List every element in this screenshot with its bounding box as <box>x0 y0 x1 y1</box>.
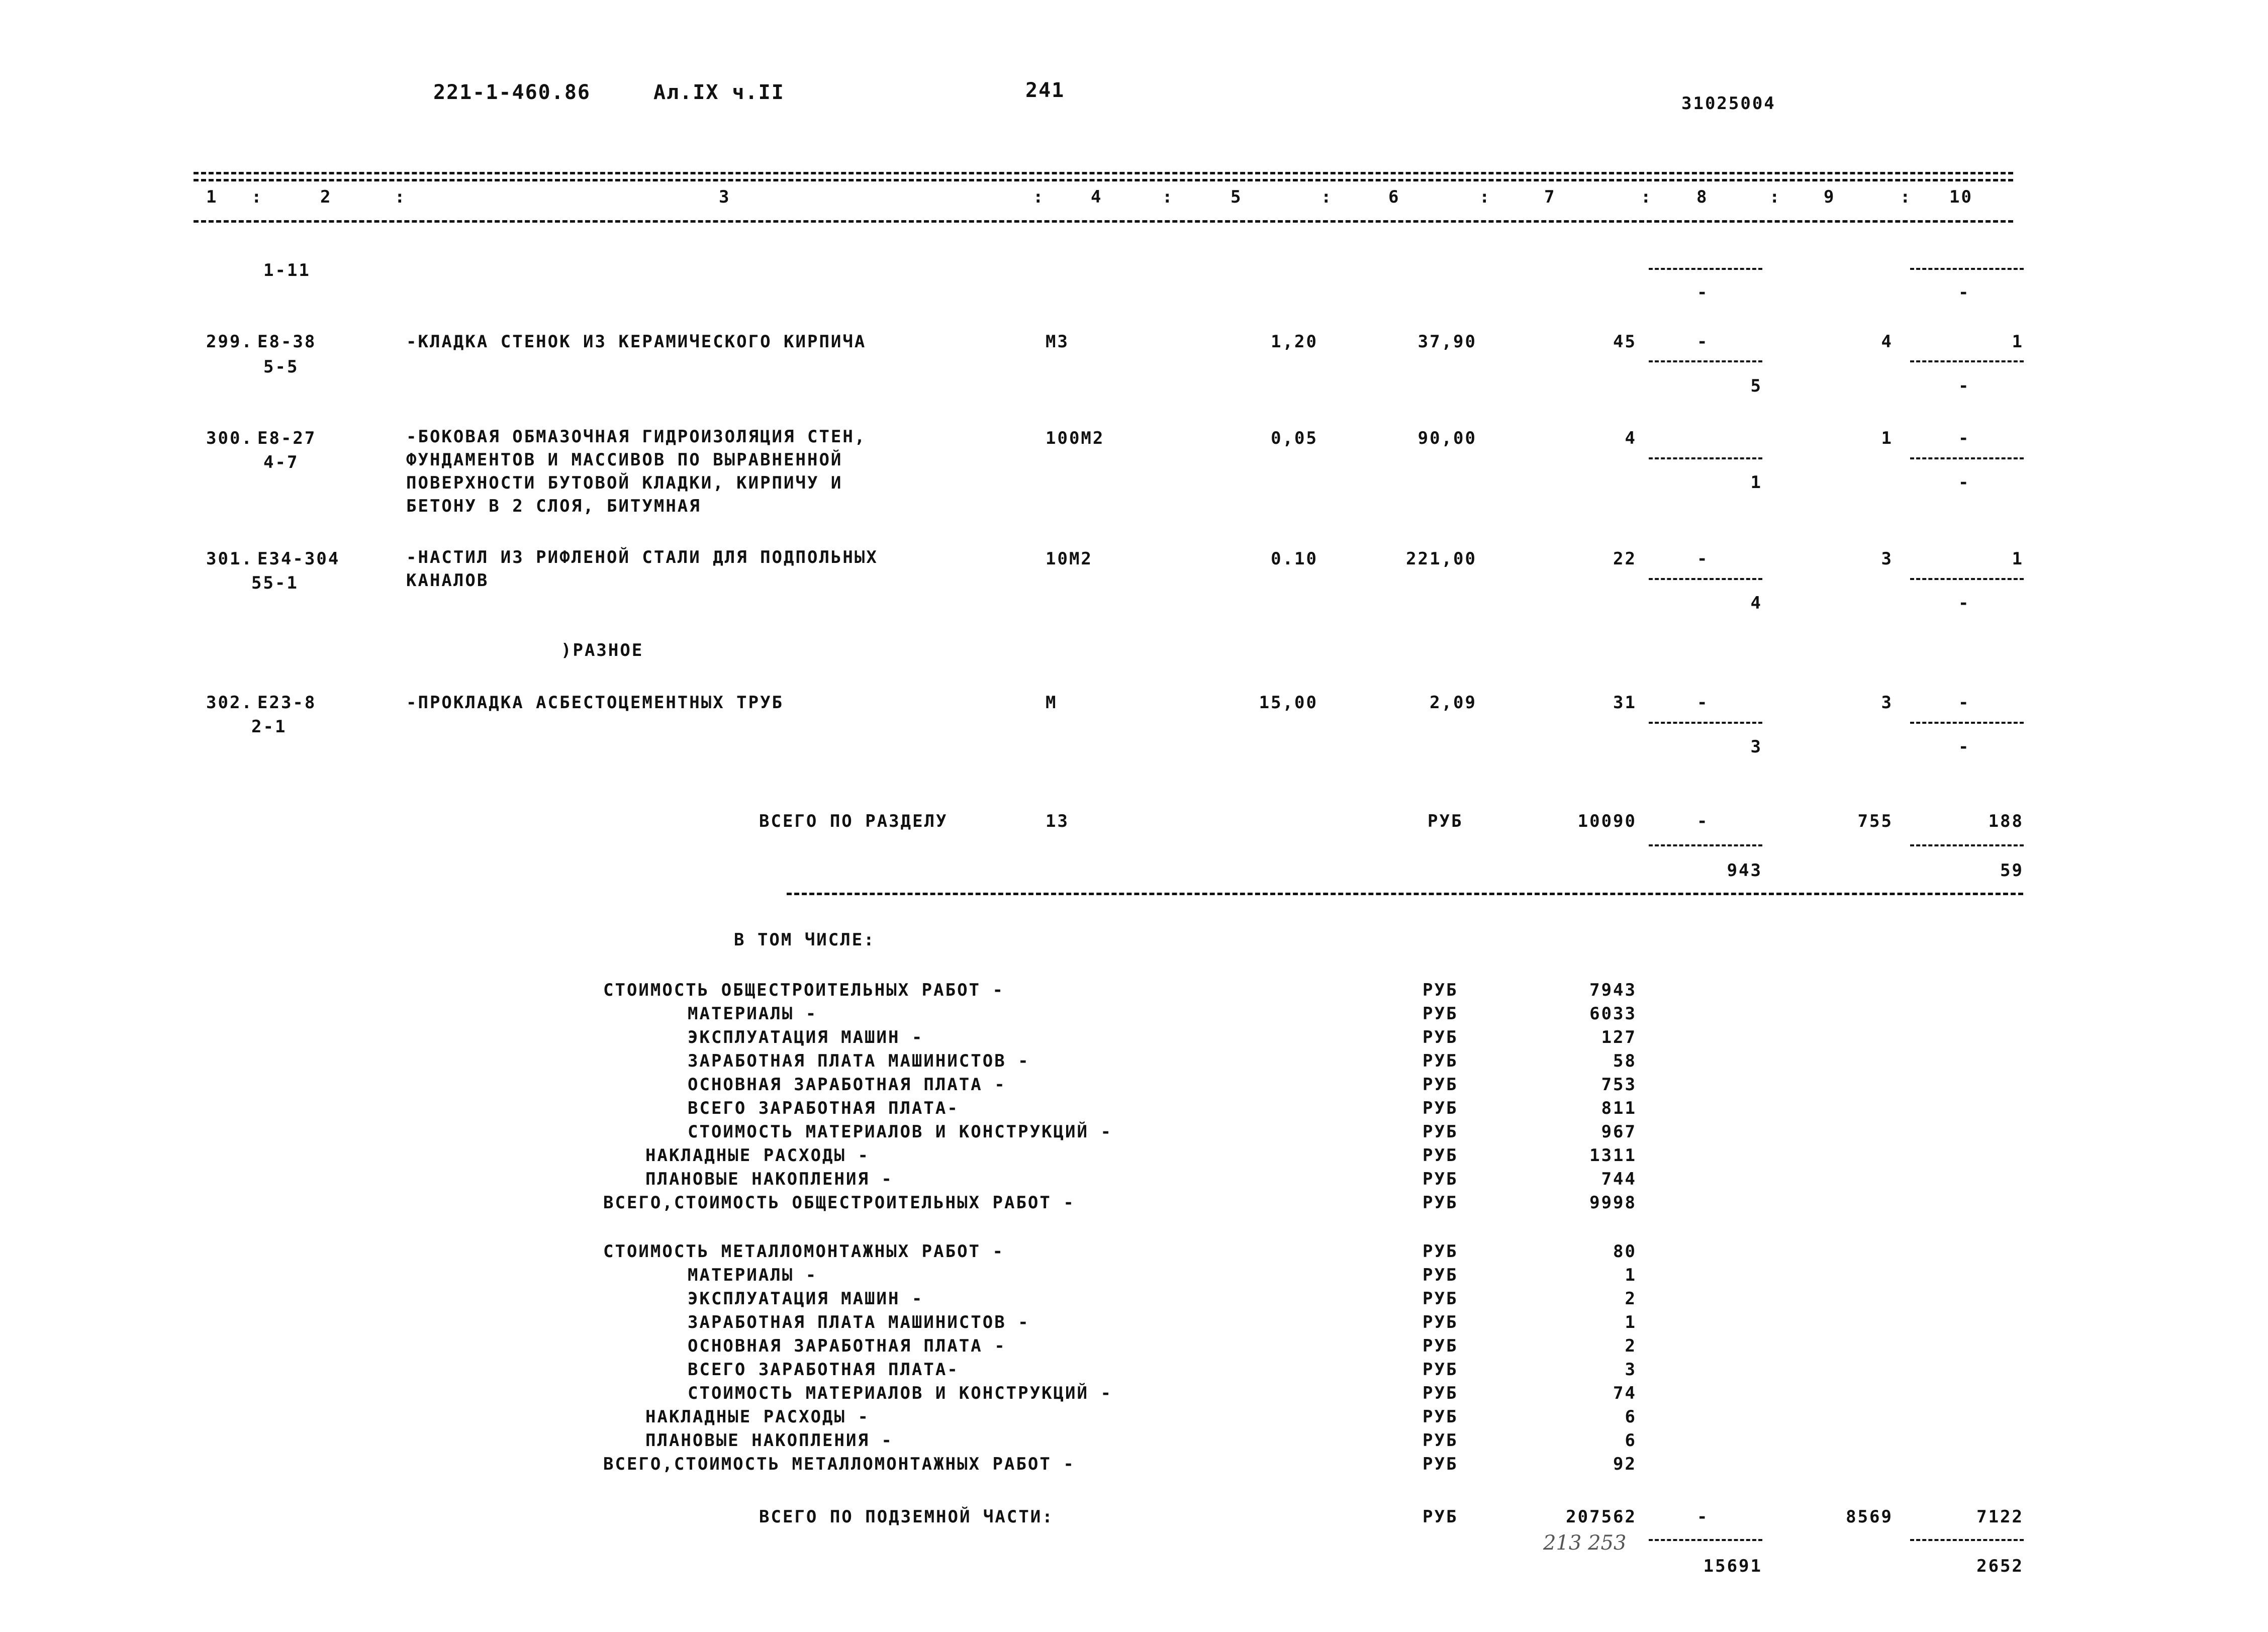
breakdown-label: ЭКСПЛУАТАЦИЯ МАШИН - <box>688 1027 924 1047</box>
cell-col8-bottom: 15691 <box>1703 1556 1762 1576</box>
breakdown-label: ОСНОВНАЯ ЗАРАБОТНАЯ ПЛАТА - <box>688 1075 1006 1095</box>
cell-col8-top: - <box>1697 693 1709 713</box>
row-code: Е8-38 <box>257 332 317 352</box>
cell-col10-top: 188 <box>1988 811 2024 831</box>
cell-col10-top: 1 <box>2012 332 2024 352</box>
breakdown-currency: РУБ <box>1423 1383 1458 1403</box>
breakdown-currency: РУБ <box>1423 1193 1458 1213</box>
breakdown-label: ОСНОВНАЯ ЗАРАБОТНАЯ ПЛАТА - <box>688 1336 1006 1356</box>
fraction-bar <box>1649 578 1762 580</box>
header-top-rule <box>194 172 2013 174</box>
col-header-8: 8 <box>1696 187 1709 207</box>
row-total: 45 <box>1613 332 1637 352</box>
breakdown-value: 2 <box>1625 1289 1637 1309</box>
breakdown-value: 753 <box>1601 1075 1637 1095</box>
row-quantity: 0,05 <box>1271 428 1318 448</box>
handwritten-note: 213 253 <box>1543 1531 1627 1555</box>
row-code-sub: 55-1 <box>251 573 299 593</box>
row-description: -БОКОВАЯ ОБМАЗОЧНАЯ ГИДРОИЗОЛЯЦИЯ СТЕН, ФУНДАМЕНТОВ И МАССИВОВ ПО ВЫРАВНЕННОЙ ПОВЕРХНОСТИ БУТОВОЙ КЛАДКИ, КИРПИЧУ И БЕТОНУ В 2 СЛОЯ, БИТУМНАЯ <box>406 427 867 516</box>
row-unit-price: 2,09 <box>1430 693 1477 713</box>
col-header-2: 2 <box>320 187 332 207</box>
breakdown-value: 92 <box>1613 1454 1637 1474</box>
col-header-10: 10 <box>1949 187 1973 207</box>
breakdown-value: 1311 <box>1589 1145 1637 1166</box>
row-unit-price: 221,00 <box>1406 549 1477 569</box>
cell-col8-bottom: - <box>1697 282 1709 303</box>
breakdown-currency: РУБ <box>1423 1407 1458 1427</box>
row-unit: М <box>1046 693 1058 713</box>
breakdown-label: ЭКСПЛУАТАЦИЯ МАШИН - <box>688 1289 924 1309</box>
row-code-sub: 2-1 <box>251 717 287 737</box>
cell-col8-top: - <box>1697 332 1709 352</box>
fraction-bar <box>1649 1539 1762 1541</box>
col-separator: : <box>1321 187 1333 207</box>
breakdown-value: 58 <box>1613 1051 1637 1071</box>
page-number: 241 <box>1025 79 1065 102</box>
breakdown-currency: РУБ <box>1423 1360 1458 1380</box>
row-number: 302. <box>206 693 253 713</box>
row-unit: 100М2 <box>1046 428 1105 448</box>
section-total-label: ВСЕГО ПО РАЗДЕЛУ <box>759 811 948 831</box>
row-code-sub: 4-7 <box>263 452 299 472</box>
breakdown-label: МАТЕРИАЛЫ - <box>688 1004 818 1024</box>
cell-col10-bottom: 59 <box>2000 860 2024 881</box>
breakdown-label: ЗАРАБОТНАЯ ПЛАТА МАШИНИСТОВ - <box>688 1051 1030 1071</box>
col-header-3: 3 <box>719 187 731 207</box>
breakdown-label: ВСЕГО ЗАРАБОТНАЯ ПЛАТА- <box>688 1360 959 1380</box>
breakdown-label: ВСЕГО,СТОИМОСТЬ ОБЩЕСТРОИТЕЛЬНЫХ РАБОТ - <box>603 1193 1075 1213</box>
row-unit: М3 <box>1046 332 1069 352</box>
fraction-bar <box>1649 722 1762 724</box>
breakdown-value: 74 <box>1613 1383 1637 1403</box>
col-separator: : <box>1900 187 1912 207</box>
row-code: Е23-8 <box>257 693 317 713</box>
breakdown-currency: РУБ <box>1423 1336 1458 1356</box>
row-description: -КЛАДКА СТЕНОК ИЗ КЕРАМИЧЕСКОГО КИРПИЧА <box>406 332 867 352</box>
col-header-7: 7 <box>1544 187 1556 207</box>
breakdown-currency: РУБ <box>1423 1075 1458 1095</box>
fraction-bar <box>1910 360 2024 362</box>
section-total-currency: РУБ <box>1428 811 1463 831</box>
col-header-4: 4 <box>1091 187 1103 207</box>
breakdown-value: 6 <box>1625 1407 1637 1427</box>
cell-col8-top: - <box>1697 549 1709 569</box>
section-number: 13 <box>1046 811 1069 831</box>
breakdown-value: 7943 <box>1589 980 1637 1000</box>
row-total: 4 <box>1625 428 1637 448</box>
breakdown-currency: РУБ <box>1423 1098 1458 1118</box>
cell-col10-bottom: - <box>1958 472 1970 493</box>
row-unit-price: 90,00 <box>1418 428 1477 448</box>
cell-col8-bottom: 4 <box>1750 593 1762 613</box>
breakdown-currency: РУБ <box>1423 1145 1458 1166</box>
fraction-bar <box>1910 268 2024 270</box>
grand-total-currency: РУБ <box>1423 1507 1458 1527</box>
fraction-bar <box>1649 360 1762 362</box>
breakdown-value: 1 <box>1625 1265 1637 1285</box>
row-description: -НАСТИЛ ИЗ РИФЛЕНОЙ СТАЛИ ДЛЯ ПОДПОЛЬНЫХ КАНАЛОВ <box>406 547 878 591</box>
cell-col10-bottom: - <box>1958 282 1970 303</box>
grand-total-label: ВСЕГО ПО ПОДЗЕМНОЙ ЧАСТИ: <box>759 1507 1054 1527</box>
breakdown-label: ВСЕГО,СТОИМОСТЬ МЕТАЛЛОМОНТАЖНЫХ РАБОТ - <box>603 1454 1075 1474</box>
cell-col9: 3 <box>1881 549 1893 569</box>
col-separator: : <box>1769 187 1781 207</box>
row-code-sub: 5-5 <box>263 357 299 377</box>
breakdown-label: СТОИМОСТЬ МАТЕРИАЛОВ И КОНСТРУКЦИЙ - <box>688 1122 1112 1142</box>
section-total-amount: 10090 <box>1577 811 1637 831</box>
breakdown-value: 811 <box>1601 1098 1637 1118</box>
grand-total-amount: 207562 <box>1566 1507 1637 1527</box>
cell-col10-top: - <box>1958 428 1970 448</box>
row-total: 22 <box>1613 549 1637 569</box>
breakdown-value: 2 <box>1625 1336 1637 1356</box>
row-quantity: 0.10 <box>1271 549 1318 569</box>
row-unit: 10М2 <box>1046 549 1093 569</box>
breakdown-currency: РУБ <box>1423 1241 1458 1262</box>
col-header-9: 9 <box>1824 187 1836 207</box>
cell-col8-top: - <box>1697 1507 1709 1527</box>
col-header-1: 1 <box>206 187 218 207</box>
breakdown-value: 6 <box>1625 1430 1637 1451</box>
cell-col9: 4 <box>1881 332 1893 352</box>
breakdown-label: МАТЕРИАЛЫ - <box>688 1265 818 1285</box>
breakdown-currency: РУБ <box>1423 1265 1458 1285</box>
row-total: 31 <box>1613 693 1637 713</box>
breakdown-value: 127 <box>1601 1027 1637 1047</box>
breakdown-value: 744 <box>1601 1169 1637 1189</box>
breakdown-currency: РУБ <box>1423 1430 1458 1451</box>
breakdown-currency: РУБ <box>1423 1169 1458 1189</box>
breakdown-label: ПЛАНОВЫЕ НАКОПЛЕНИЯ - <box>645 1169 893 1189</box>
cell-col8-top: - <box>1697 811 1709 831</box>
breakdown-currency: РУБ <box>1423 1289 1458 1309</box>
breakdown-currency: РУБ <box>1423 1027 1458 1047</box>
breakdown-value: 80 <box>1613 1241 1637 1262</box>
breakdown-label: СТОИМОСТЬ ОБЩЕСТРОИТЕЛЬНЫХ РАБОТ - <box>603 980 1004 1000</box>
fraction-bar <box>1910 722 2024 724</box>
row-number: 301. <box>206 549 253 569</box>
cell-col8-bottom: 3 <box>1750 737 1762 757</box>
row-unit-price: 37,90 <box>1418 332 1477 352</box>
breakdown-label: НАКЛАДНЫЕ РАСХОДЫ - <box>645 1145 870 1166</box>
breakdown-label: ВСЕГО ЗАРАБОТНАЯ ПЛАТА- <box>688 1098 959 1118</box>
fraction-bar <box>1910 844 2024 846</box>
row-code: Е8-27 <box>257 428 317 448</box>
row-code-sub: 1-11 <box>263 260 311 280</box>
album-label: Ал.IX ч.II <box>653 81 785 104</box>
breakdown-currency: РУБ <box>1423 1051 1458 1071</box>
cell-col8-bottom: 5 <box>1750 376 1762 396</box>
breakdown-label: СТОИМОСТЬ МАТЕРИАЛОВ И КОНСТРУКЦИЙ - <box>688 1383 1112 1403</box>
cell-col8-bottom: 943 <box>1727 860 1762 881</box>
breakdown-currency: РУБ <box>1423 980 1458 1000</box>
cell-col10-bottom: - <box>1958 376 1970 396</box>
cell-col9: 8569 <box>1846 1507 1893 1527</box>
breakdown-value: 9998 <box>1589 1193 1637 1213</box>
document-code: 221-1-460.86 <box>433 81 591 104</box>
fraction-bar <box>1649 844 1762 846</box>
breakdown-currency: РУБ <box>1423 1004 1458 1024</box>
cell-col8-bottom: 1 <box>1750 472 1762 493</box>
cell-col10-bottom: 2652 <box>1976 1556 2024 1576</box>
col-separator: : <box>1033 187 1045 207</box>
breakdown-label: СТОИМОСТЬ МЕТАЛЛОМОНТАЖНЫХ РАБОТ - <box>603 1241 1004 1262</box>
fraction-bar <box>1910 1539 2024 1541</box>
fraction-bar <box>1649 268 1762 270</box>
section-label: )РАЗНОЕ <box>561 640 644 660</box>
breakdown-label: НАКЛАДНЫЕ РАСХОДЫ - <box>645 1407 870 1427</box>
cell-col10-top: - <box>1958 693 1970 713</box>
col-separator: : <box>1641 187 1653 207</box>
row-quantity: 1,20 <box>1271 332 1318 352</box>
fraction-bar <box>1910 457 2024 459</box>
breakdown-currency: РУБ <box>1423 1454 1458 1474</box>
row-code: Е34-304 <box>257 549 340 569</box>
col-separator: : <box>395 187 407 207</box>
col-separator: : <box>251 187 263 207</box>
breakdown-label: ПЛАНОВЫЕ НАКОПЛЕНИЯ - <box>645 1430 893 1451</box>
breakdown-value: 967 <box>1601 1122 1637 1142</box>
row-number: 300. <box>206 428 253 448</box>
including-label: В ТОМ ЧИСЛЕ: <box>734 930 876 950</box>
header-bottom-rule <box>194 220 2013 223</box>
fraction-bar <box>1649 457 1762 459</box>
breakdown-value: 1 <box>1625 1312 1637 1332</box>
cell-col9: 1 <box>1881 428 1893 448</box>
row-description: -ПРОКЛАДКА АСБЕСТОЦЕМЕНТНЫХ ТРУБ <box>406 693 784 713</box>
col-header-6: 6 <box>1388 187 1400 207</box>
cell-col9: 755 <box>1857 811 1893 831</box>
breakdown-value: 6033 <box>1589 1004 1637 1024</box>
section-divider-rule <box>787 893 2023 895</box>
col-header-5: 5 <box>1231 187 1243 207</box>
cell-col10-bottom: - <box>1958 737 1970 757</box>
cell-col9: 3 <box>1881 693 1893 713</box>
document-number: 31025004 <box>1681 93 1776 114</box>
row-quantity: 15,00 <box>1259 693 1318 713</box>
breakdown-value: 3 <box>1625 1360 1637 1380</box>
cell-col10-top: 1 <box>2012 549 2024 569</box>
breakdown-currency: РУБ <box>1423 1122 1458 1142</box>
breakdown-label: ЗАРАБОТНАЯ ПЛАТА МАШИНИСТОВ - <box>688 1312 1030 1332</box>
header-top-rule-2 <box>194 179 2013 181</box>
row-number: 299. <box>206 332 253 352</box>
fraction-bar <box>1910 578 2024 580</box>
col-separator: : <box>1479 187 1491 207</box>
col-separator: : <box>1162 187 1174 207</box>
cell-col10-bottom: - <box>1958 593 1970 613</box>
breakdown-currency: РУБ <box>1423 1312 1458 1332</box>
cell-col10-top: 7122 <box>1976 1507 2024 1527</box>
